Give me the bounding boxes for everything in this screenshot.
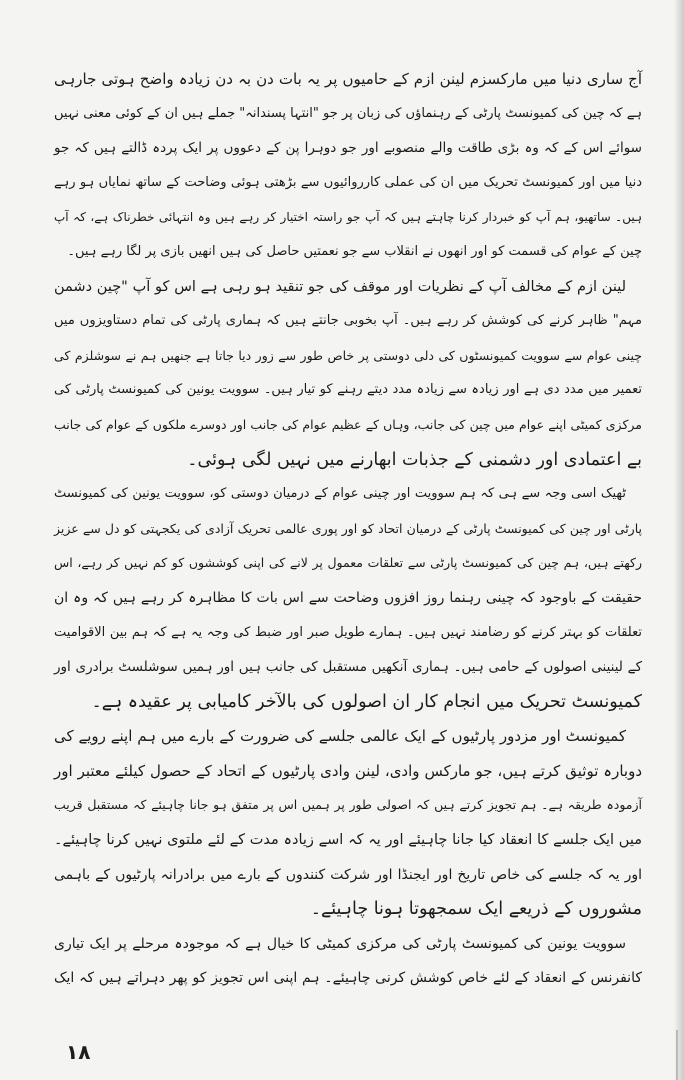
- text-line: دنیا میں اور کمیونسٹ تحریک میں ان کی عملی کارروائیوں سے بڑھتی ہوئی وضاحت کے ساتھ نمایاں ہو رہے: [54, 174, 642, 190]
- text-line: کانفرنس کے انعقاد کے لئے خاص کوشش کرنی چاہیئے۔ ہم اپنی اس تجویز کو پھر دہراتے ہیں کہ ایک: [54, 970, 642, 987]
- text-line: تعمیر میں مدد دی ہے اور زیادہ سے زیادہ مدد دیتے رہنے کو تیار ہیں۔ سوویت یونین کی کمیونسٹ پارٹی کی: [54, 382, 642, 398]
- text-line: حقیقت کے باوجود کہ چینی رہنما روز افزوں وضاحت سے اس بات کا مظاہرہ کر رہے ہیں کہ وہ ان: [54, 589, 642, 606]
- text-line: لینن ازم کے مخالف آپ کے نظریات اور موقف کی جو تنقید ہو رہی ہے اس کو آپ "چین دشمن: [54, 278, 626, 295]
- urdu-text-body: [52, 62, 644, 996]
- text-line: بے اعتمادی اور دشمنی کے جذبات ابھارنے میں نہیں لگی ہوئی۔: [187, 449, 642, 470]
- text-line: مرکزی کمیٹی اپنے عوام میں چین کی جانب، وہاں کے عظیم عوام کی جانب اور دوسرے ملکوں کے عوام کی جانب: [54, 416, 642, 432]
- text-line: چینی عوام سے سوویت کمیونسٹوں کی دلی دوستی پر خاص طور سے زور دیا جاتا ہے جنھیں ہم نے سوشلزم کی: [54, 347, 642, 363]
- text-line: کے لینینی اصولوں کے حامی ہیں۔ ہماری آنکھیں مستقبل کی جانب ہیں اور ہمیں سوشلسٹ برادری اور: [54, 659, 642, 676]
- text-line: مہم" ظاہر کرنے کی کوشش کر رہے ہیں۔ آپ بخوبی جانتے ہیں کہ ہماری پارٹی کی تمام دستاویزوں میں: [54, 313, 642, 329]
- text-line: سوائے اس کے کہ وہ بڑی طاقت والے منصوبے اور جو دوہرا پن کے دعووں پر ایک پردہ ڈالتے ہیں کہ جو: [54, 140, 642, 157]
- text-line: ہیں۔ ساتھیو، ہم آپ کو خبردار کرنا چاہتے ہیں کہ آپ جو راستہ اختیار کر رہے ہیں وہ انتہائی خطرناک ہے، کہ آپ: [54, 210, 642, 225]
- text-line: اور یہ کہ جلسے کی خاص تاریخ اور ایجنڈا اور شرکت کنندوں کے بارے میں برادرانہ پارٹیوں کے باہمی: [54, 866, 642, 883]
- text-line: چین کے عوام کی قسمت کو اور انھوں نے انقلاب سے جو نعمتیں حاصل کی ہیں انھیں بازی پر لگا رہے ہیں۔: [67, 243, 642, 259]
- text-line: کمیونسٹ تحریک میں انجام کار ان اصولوں کی بالآخر کامیابی پر عقیدہ ہے۔: [91, 691, 642, 712]
- text-line: تعلقات کو بہتر کرنے کو رضامند نہیں ہیں۔ ہمارے طویل صبر اور ضبط کی وجہ یہ ہے کہ ہم بین الاقوامیت: [54, 624, 642, 640]
- text-line: ہے کہ چین کی کمیونسٹ پارٹی کے رہنماؤں کی زبان پر جو "انتہا پسندانہ" جملے ہیں ان کے کوئی معنی نہیں: [54, 105, 642, 121]
- page-edge-line: [676, 1030, 678, 1080]
- text-line: پارٹی اور چین کی کمیونسٹ پارٹی کے درمیان اتحاد کو اور پوری عالمی تحریک آزادی کی یکجہتی کو دل سے عزیز: [54, 520, 642, 536]
- text-line: سوویت یونین کی کمیونسٹ پارٹی کی مرکزی کمیٹی کا خیال ہے کہ موجودہ مرحلے پر ایک تیاری: [54, 935, 626, 952]
- text-line: رکھتے ہیں، ہم چین کی کمیونسٹ پارٹی سے تعلقات معمول پر لانے کی اپنی کوششوں کو کم نہیں کر رہے، اس: [54, 555, 642, 571]
- text-line: مشوروں کے ذریعے ایک سمجھوتا ہونا چاہیئے۔: [310, 899, 642, 920]
- text-line: دوبارہ توثیق کرتے ہیں، جو مارکس وادی، لینن وادی پارٹیوں کے اتحاد کے حصول کیلئے معتبر اور: [54, 761, 642, 780]
- text-line: آزمودہ طریقہ ہے۔ ہم تجویز کرتے ہیں کہ اصولی طور پر ہمیں اس پر متفق ہو جانا چاہیئے کہ مستقبل قریب: [54, 797, 642, 813]
- page-edge-shadow: [674, 0, 684, 1080]
- page-number: ۱۸: [66, 1040, 91, 1064]
- text-line: آج ساری دنیا میں مارکسزم لینن ازم کے حامیوں پر یہ بات دن بہ دن زیادہ واضح ہوتی جارہی: [54, 70, 642, 88]
- text-line: ٹھیک اسی وجہ سے ہی کہ ہم سوویت اور چینی عوام کے درمیان دوستی کو، سوویت یونین کی کمیونسٹ: [54, 486, 626, 502]
- text-line: میں ایک جلسے کا انعقاد کیا جانا چاہیئے اور یہ کہ اسے زیادہ مدت کے لئے ملتوی نہیں کرنا چاہیئے۔: [54, 832, 642, 849]
- text-line: کمیونسٹ اور مزدور پارٹیوں کے ایک عالمی جلسے کی ضرورت کے بارے میں ہم اپنے رویے کی: [54, 727, 626, 746]
